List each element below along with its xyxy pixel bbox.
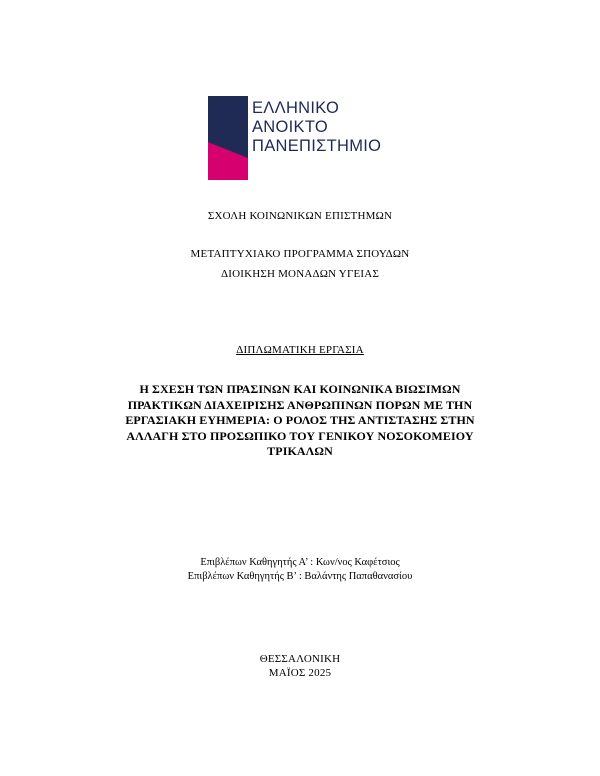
thesis-type: ΔΙΠΛΩΜΑΤΙΚΗ ΕΡΓΑΣΙΑ — [236, 344, 364, 356]
university-logo — [208, 88, 398, 180]
logo-text — [252, 99, 381, 156]
school-name: ΣΧΟΛΗ ΚΟΙΝΩΝΙΚΩΝ ΕΠΙΣΤΗΜΩΝ — [207, 210, 393, 222]
specialization-name: ΔΙΟΙΚΗΣΗ ΜΟΝΑΔΩΝ ΥΓΕΙΑΣ — [220, 268, 380, 280]
title-line: ΠΡΑΚΤΙΚΩΝ ΔΙΑΧΕΙΡΙΣΗΣ ΑΝΘΡΩΠΙΝΩΝ ΠΟΡΩΝ ΜΕ ΤΗΝ — [127, 397, 473, 412]
supervisor-b: Επιβλέπων Καθηγητής Β’ : Βαλάντης Παπαθανασίου — [187, 571, 413, 582]
logo-line-3: ΠΑΝΕΠΙΣΤΗΜΙΟ — [252, 137, 382, 155]
supervisor-a: Επιβλέπων Καθηγητής Α’ : Κων/νος Καφέτσιος — [200, 557, 400, 568]
title-line: ΤΡΙΚΑΛΩΝ — [267, 444, 333, 458]
date: ΜΑΪΟΣ 2025 — [268, 667, 332, 679]
program-name: ΜΕΤΑΠΤΥΧΙΑΚΟ ΠΡΟΓΡΑΜΜΑ ΣΠΟΥΔΩΝ — [190, 248, 410, 260]
logo-line-1: ΕΛΛΗΝΙΚΟ — [252, 99, 340, 117]
title-line: ΕΡΓΑΣΙΑΚΗ ΕΥΗΜΕΡΙΑ: Ο ΡΟΛΟΣ ΤΗΣ ΑΝΤΙΣΤΑΣΗΣ ΣΤΗΝ — [125, 413, 475, 427]
title-line: Η ΣΧΕΣΗ ΤΩΝ ΠΡΑΣΙΝΩΝ ΚΑΙ ΚΟΙΝΩΝΙΚΑ ΒΙΩΣΙΜΩΝ — [139, 382, 461, 396]
city: ΘΕΣΣΑΛΟΝΙΚΗ — [259, 653, 341, 665]
logo-line-2: ΑΝΟΙΚΤΟ — [252, 118, 329, 136]
title-line: ΑΛΛΑΓΗ ΣΤΟ ΠΡΟΣΩΠΙΚΟ ΤΟΥ ΓΕΝΙΚΟΥ ΝΟΣΟΚΟΜΕΙΟΥ — [126, 428, 474, 443]
thesis-title — [95, 382, 505, 460]
